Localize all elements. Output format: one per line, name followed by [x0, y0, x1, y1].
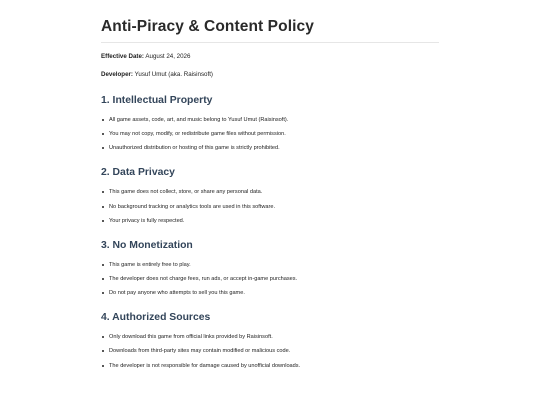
bullet-icon: [102, 220, 104, 222]
list-item-text: No background tracking or analytics tools are used in this software.: [109, 203, 276, 210]
list-item: [101, 333, 439, 341]
policy-document: [101, 16, 439, 376]
list-item: [101, 289, 439, 297]
list-item-text: Unauthorized distribution or hosting of this game is strictly prohibited.: [109, 145, 280, 152]
list-item: [101, 144, 439, 152]
list-item: [101, 116, 439, 124]
list-item: [101, 203, 439, 211]
list-item-text: Do not pay anyone who attempts to sell you this game.: [109, 290, 245, 297]
section-heading-data-privacy: 2. Data Privacy: [101, 167, 175, 179]
bullet-icon: [102, 292, 104, 294]
bullet-icon: [102, 119, 104, 121]
list-item-text: The developer does not charge fees, run ads, or accept in-game purchases.: [109, 275, 298, 282]
developer-info: [101, 70, 439, 80]
list-item-text: This game does not collect, store, or share any personal data.: [109, 189, 263, 196]
list-item: [101, 261, 439, 269]
section-heading-no-monetization: 3. No Monetization: [101, 239, 193, 251]
bullet-icon: [102, 336, 104, 338]
list-item-text: Downloads from third-party sites may contain modified or malicious code.: [109, 348, 291, 355]
bullet-icon: [102, 350, 104, 352]
section-list-data-privacy: [101, 188, 439, 224]
list-item-text: Only download this game from official links provided by Raisinsoft.: [109, 334, 273, 341]
section-list-authorized-sources: [101, 333, 439, 369]
section-list-intellectual-property: [101, 116, 439, 152]
list-item-text: All game assets, code, art, and music belong to Yusuf Umut (Raisinsoft).: [109, 117, 289, 123]
title-divider: [101, 42, 439, 43]
section-heading-intellectual-property: 1. Intellectual Property: [101, 95, 213, 106]
bullet-icon: [102, 264, 104, 266]
effective-date-value: August 24, 2026: [145, 53, 191, 60]
page-title: Anti-Piracy & Content Policy: [101, 18, 314, 35]
bullet-icon: [102, 365, 104, 367]
section-list-no-monetization: [101, 261, 439, 297]
list-item: [101, 217, 439, 225]
list-item: [101, 347, 439, 355]
bullet-icon: [102, 133, 104, 135]
list-item-text: Your privacy is fully respected.: [109, 217, 185, 224]
bullet-icon: [102, 206, 104, 208]
effective-date: [101, 52, 439, 62]
developer-value: Yusuf Umut (aka. Raisinsoft): [134, 71, 213, 78]
list-item: [101, 130, 439, 138]
bullet-icon: [102, 147, 104, 149]
list-item-text: You may not copy, modify, or redistribute game files without permission.: [109, 131, 286, 138]
bullet-icon: [102, 278, 104, 280]
list-item: [101, 275, 439, 283]
effective-date-label: Effective Date:: [101, 53, 144, 60]
developer-label: Developer:: [101, 71, 133, 78]
section-heading-authorized-sources: 4. Authorized Sources: [101, 312, 211, 324]
list-item-text: The developer is not responsible for damage caused by unofficial downloads.: [109, 362, 301, 369]
list-item: [101, 362, 439, 370]
list-item-text: This game is entirely free to play.: [109, 261, 191, 268]
bullet-icon: [102, 191, 104, 193]
list-item: [101, 188, 439, 196]
